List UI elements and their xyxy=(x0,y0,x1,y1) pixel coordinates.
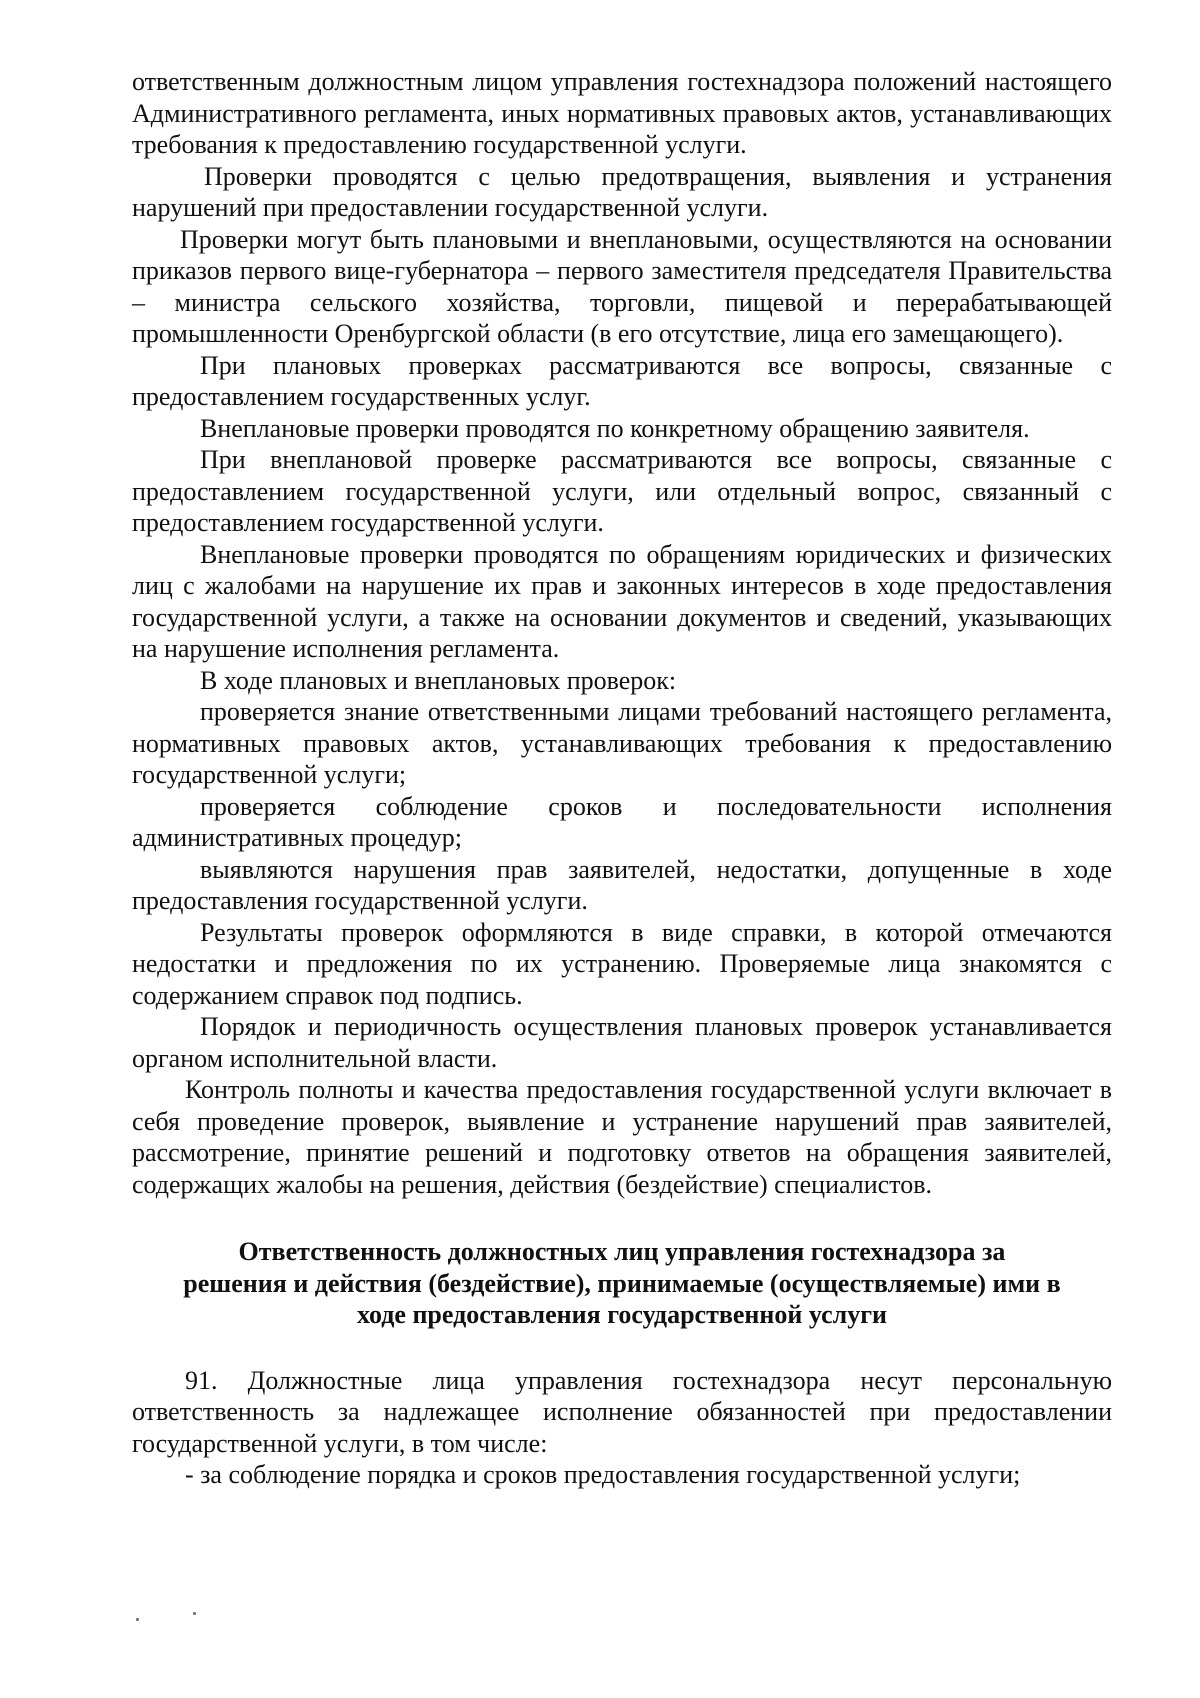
paragraph-1: ответственным должностным лицом управления гостехнадзора положений настоящего Административного регламента, иных нормативных правовых актов, устанавливающих требования к предоставлению государственной услуги. xyxy=(132,67,1112,159)
paragraph-14: Контроль полноты и качества предоставления государственной услуги включает в себя проведение проверок, выявление и устранение нарушений прав заявителей, рассмотрение, принятие решений и подготовку ответов на обращения заявителей, содержащих жалобы на решения, действия (бездействие) специалистов. xyxy=(132,1075,1112,1199)
paragraph-3: Проверки могут быть плановыми и внеплановыми, осуществляются на основании приказов первого вице-губернатора – первого заместителя председателя Правительства – министра сельского хозяйства, торговли, пищевой и перерабатывающей промышленности Оренбургской области (в его отсутствие, лица его замещающего). xyxy=(132,224,1112,348)
clause-91: 91. Должностные лица управления гостехнадзора несут персональную ответственность за надлежащее исполнение обязанностей при предоставлении государственной услуги, в том числе: xyxy=(132,1365,1112,1458)
heading-line-1: Ответственность должностных лиц управления гостехнадзора за xyxy=(238,1237,1006,1266)
scan-speck xyxy=(193,1612,196,1615)
section-91 xyxy=(132,1365,1112,1491)
paragraph-12: Результаты проверок оформляются в виде справки, в которой отмечаются недостатки и предложения по их устранению. Проверяемые лица знакомятся с содержанием справок под подпись. xyxy=(132,917,1112,1010)
paragraph-5: Внеплановые проверки проводятся по конкретному обращению заявителя. xyxy=(200,413,1030,443)
paragraph-8: В ходе плановых и внеплановых проверок: xyxy=(200,665,677,695)
heading-line-2: решения и действия (бездействие), принимаемые (осуществляемые) ими в xyxy=(183,1268,1061,1298)
scan-speck xyxy=(136,1618,139,1621)
clause-91-item: - за соблюдение порядка и сроков предоставления государственной услуги; xyxy=(185,1460,1021,1489)
paragraph-13: Порядок и периодичность осуществления плановых проверок устанавливается органом исполнительной власти. xyxy=(132,1012,1112,1073)
paragraph-6: При внеплановой проверке рассматриваются все вопросы, связанные с предоставлением государственной услуги, или отдельный вопрос, связанный с предоставлением государственной услуги. xyxy=(132,445,1112,537)
paragraph-9: проверяется знание ответственными лицами требований настоящего регламента, нормативных правовых актов, устанавливающих требования к предоставлению государственной услуги; xyxy=(132,697,1112,789)
paragraph-10: проверяется соблюдение сроков и последовательности исполнения административных процедур; xyxy=(132,791,1112,852)
heading-line-3: ходе предоставления государственной услуги xyxy=(356,1300,887,1329)
paragraph-4: При плановых проверках рассматриваются все вопросы, связанные с предоставлением государственных услуг. xyxy=(132,350,1112,411)
paragraph-7: Внеплановые проверки проводятся по обращениям юридических и физических лиц с жалобами на нарушение их прав и законных интересов в ходе предоставления государственной услуги, а также на основании документов и сведений, указывающих на нарушение исполнения регламента. xyxy=(132,539,1112,663)
document-page xyxy=(132,66,1112,1491)
paragraph-2: Проверки проводятся с целью предотвращения, выявления и устранения нарушений при предоставлении государственной услуги. xyxy=(132,161,1112,222)
section-heading xyxy=(132,1236,1112,1331)
paragraph-11: выявляются нарушения прав заявителей, недостатки, допущенные в ходе предоставления государственной услуги. xyxy=(132,854,1112,915)
